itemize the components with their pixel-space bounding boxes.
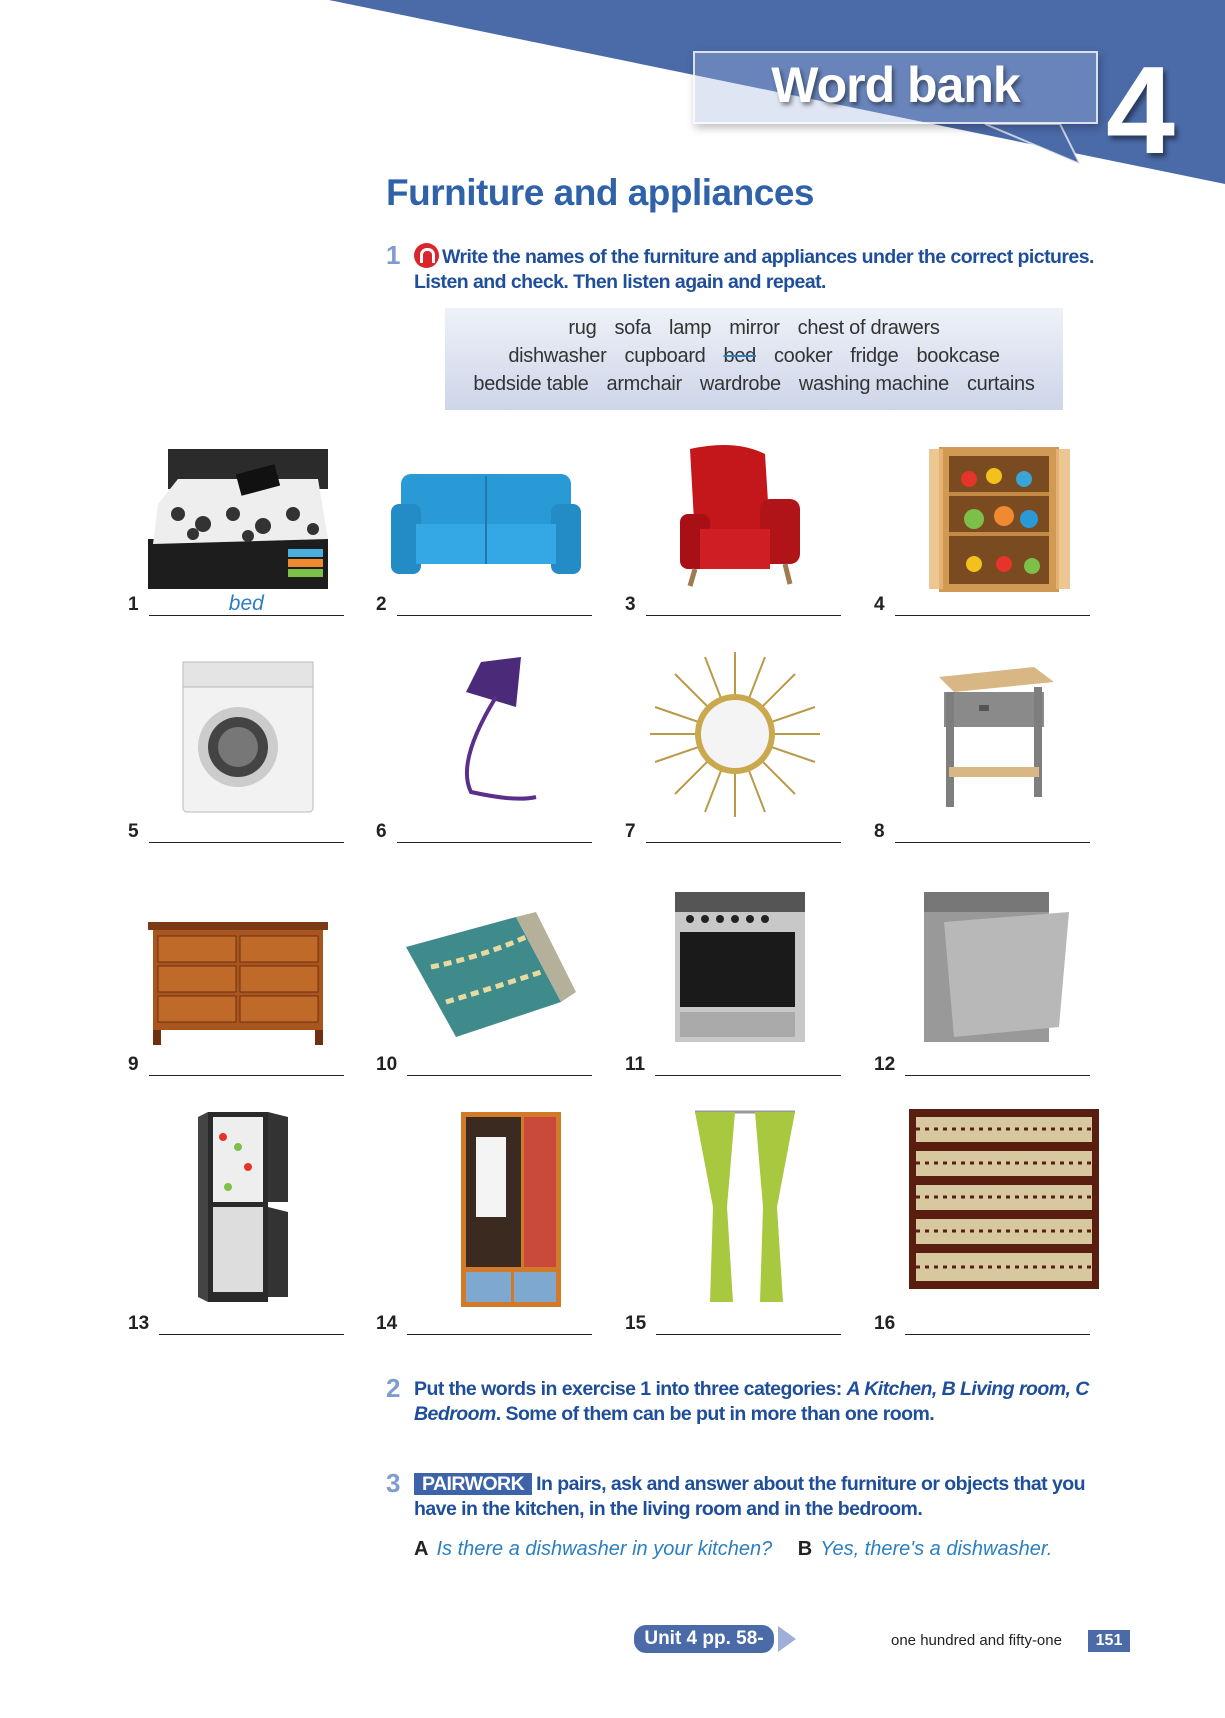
speaker-a: A [414,1538,429,1560]
answer-blank[interactable] [397,594,592,616]
lamp-picture [386,652,586,812]
instruction-text: Write the names of the furniture and appliances under the correct pictures. Listen and check. Then listen again and repeat. [414,246,1094,293]
item-number: 15 [625,1313,647,1334]
answer-blank[interactable] [655,1054,841,1076]
pairwork-badge: PAIRWORK [414,1473,532,1495]
answer-blank[interactable]: bed [149,594,344,616]
answer-blank[interactable] [407,1054,592,1076]
word-bank-word: curtains [966,373,1035,395]
bed-picture [138,444,338,594]
bedside-table-picture [884,657,1084,812]
unit-number: 4 [1106,42,1175,180]
item-number: 12 [874,1054,896,1075]
item-number: 2 [376,594,387,615]
exercise-3-number: 3 [386,1468,401,1498]
word-bank-word: sofa [614,317,652,339]
curtains-picture [635,1107,835,1307]
word-bank-word: cooker [773,345,833,367]
item-number: 10 [376,1054,398,1075]
word-bank-word: cupboard [624,345,706,367]
dialogue-line-b: Yes, there's a dishwasher. [820,1538,1053,1560]
item-number: 7 [625,821,636,842]
answer-blank[interactable] [159,1313,344,1335]
word-row [445,342,1063,370]
speaker-b: B [797,1538,813,1560]
word-bank-word: fridge [850,345,899,367]
word-bank-word: rug [568,317,597,339]
answer-blank[interactable] [646,821,841,843]
word-row [445,314,1063,342]
exercise-2-instruction [414,1377,1114,1427]
cupboard-picture [884,444,1084,594]
answer-blank[interactable] [895,821,1090,843]
header-title: Word bank [771,57,1020,113]
instruction-text: In pairs, ask and answer about the furniture or objects that you have in the kitchen, in the living room and in the bedroom. [414,1473,1085,1520]
answer-blank[interactable] [149,821,344,843]
headphones-audio-icon[interactable] [414,243,439,268]
answer-blank[interactable] [397,821,592,843]
dialogue-line-a: Is there a dishwasher in your kitchen? [436,1538,773,1560]
sofa-picture [386,464,586,584]
unit-reference-link[interactable]: Unit 4 pp. 58-59 [634,1625,774,1653]
chest-of-drawers-picture [138,922,338,1047]
wardrobe-picture [386,1107,586,1307]
page-number-words: one hundred and fifty-one [891,1632,1062,1649]
item-number: 4 [874,594,885,615]
word-bank-word: chest of drawers [797,317,940,339]
answer-blank[interactable] [905,1313,1090,1335]
exercise-3-instruction [414,1472,1114,1522]
exercise-2-number: 2 [386,1373,401,1403]
armchair-picture [635,444,835,594]
item-number: 13 [128,1313,150,1334]
word-bank-word: armchair [606,373,682,395]
word-bank-word: lamp [669,317,712,339]
answer-blank[interactable] [905,1054,1090,1076]
instruction-text: Put the words in exercise 1 into three categories: [414,1378,847,1400]
answer-blank[interactable] [656,1313,841,1335]
page-title: Furniture and appliances [386,172,814,213]
bookcase-picture [904,1107,1104,1292]
cooker-picture [635,887,835,1047]
rug-picture [386,907,586,1047]
item-number: 5 [128,821,139,842]
item-number: 3 [625,594,636,615]
page-number: 151 [1088,1630,1130,1652]
word-bank-word: bedside table [473,373,589,395]
item-number: 1 [128,594,139,615]
answer-blank[interactable] [149,1054,344,1076]
item-number: 8 [874,821,885,842]
fridge-picture [138,1107,338,1307]
word-bank-word: wardrobe [699,373,781,395]
answer-blank[interactable] [895,594,1090,616]
example-dialogue [414,1538,1072,1561]
exercise-1-instruction [414,243,1094,295]
washing-machine-picture [138,657,338,817]
word-bank-word: mirror [729,317,780,339]
item-number: 14 [376,1313,398,1334]
word-row [445,370,1063,398]
answer-blank[interactable] [407,1313,592,1335]
word-bank-word: bed [723,345,756,367]
instruction-text-end: . Some of them can be put in more than one room. [495,1403,935,1425]
dishwasher-picture [884,887,1084,1047]
exercise-1-number: 1 [386,240,401,270]
item-number: 11 [625,1054,646,1075]
word-box [445,308,1063,410]
arrow-right-icon [778,1626,796,1652]
word-bank-word: dishwasher [508,345,607,367]
word-bank-word: washing machine [798,373,949,395]
categories-text: A Kitchen, B Living room, C Bedroom [414,1378,1089,1425]
item-number: 9 [128,1054,139,1075]
answer-blank[interactable] [646,594,841,616]
mirror-picture [635,652,835,817]
word-bank-word: bookcase [916,345,1000,367]
item-number: 6 [376,821,387,842]
item-number: 16 [874,1313,896,1334]
